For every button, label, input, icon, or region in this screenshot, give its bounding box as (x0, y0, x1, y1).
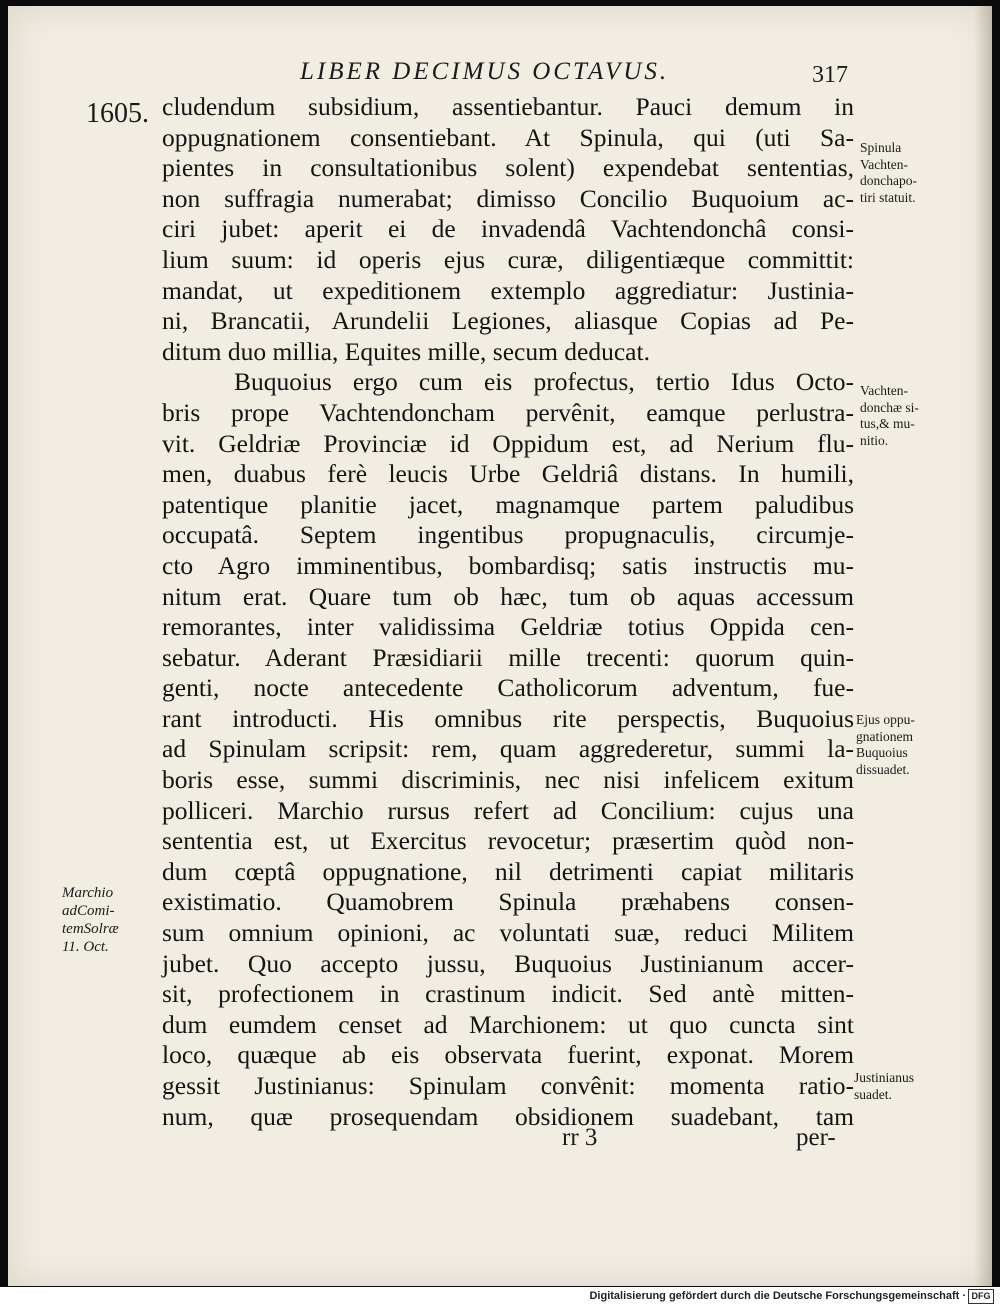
catchword: per- (796, 1124, 836, 1151)
text-line: bris prope Vachtendoncham pervênit, eamque perlustra- (162, 397, 854, 427)
text-line: jubet. Quo accepto jussu, Buquoius Justinianum accer- (162, 948, 854, 978)
text-line: cto Agro imminentibus, bombardisq; satis instructis mu- (162, 550, 854, 580)
year-marginal: 1605. (86, 98, 149, 129)
text-line: non suffragia numerabat; dimisso Concilio Buquoium ac- (162, 183, 854, 213)
text-line: sebatur. Aderant Præsidiarii mille trecenti: quorum quin- (162, 642, 854, 672)
margin-note-line: suadet. (854, 1086, 892, 1102)
text-line: nitum erat. Quare tum ob hæc, tum ob aquas accessum (162, 581, 854, 611)
margin-note-left (62, 884, 119, 956)
text-line: remorantes, inter validissima Geldriæ totius Oppida cen- (162, 612, 854, 642)
margin-note-right (860, 140, 917, 206)
margin-note-line: nitio. (860, 432, 889, 448)
text-line: oppugnationem consentiebant. At Spinula, qui (uti Sa- (162, 122, 854, 152)
margin-note-line: gnationem (856, 728, 913, 744)
margin-note-line: Justinianus (854, 1070, 915, 1085)
text-line: patentique planitie jacet, magnamque partem paludibus (162, 489, 854, 519)
text-line: dum eumdem censet ad Marchionem: ut quo cuncta sint (162, 1009, 854, 1039)
text-line: ad Spinulam scripsit: rem, quam aggrederetur, summi la- (162, 734, 854, 764)
text-line: dum cœptâ oppugnatione, nil detrimenti capiat militaris (162, 856, 854, 886)
text-line: vit. Geldriæ Provinciæ id Oppidum est, ad Nerium flu- (162, 428, 854, 458)
margin-note-line: Marchio (62, 885, 114, 901)
margin-note-line: temSolræ (62, 921, 119, 937)
text-line: ditum duo millia, Equites mille, secum deducat. (162, 336, 650, 366)
text-line: loco, quæque ab eis observata fuerint, exponat. Morem (162, 1040, 854, 1070)
page-number: 317 (812, 62, 848, 88)
margin-note-line: Ejus oppu- (856, 712, 915, 727)
margin-note-line: donchapo- (860, 173, 917, 188)
text-line: gessit Justinianus: Spinulam convênit: momenta ratio- (162, 1071, 854, 1100)
margin-note-line: Vachten- (860, 156, 908, 172)
body-text (162, 92, 854, 1132)
margin-note-right (856, 712, 915, 778)
text-line: men, duabus ferè leucis Urbe Geldriâ distans. In humili, (162, 459, 854, 489)
text-line: sum omnium opinioni, ac voluntati suæ, reduci Militem (162, 918, 854, 948)
margin-note-line: adComi- (62, 903, 115, 919)
margin-note-right (860, 383, 919, 449)
margin-note-line: Buquoius (856, 745, 908, 760)
text-line: rant introducti. His omnibus rite perspectis, Buquoius (162, 703, 854, 733)
text-line: polliceri. Marchio rursus refert ad Concilium: cujus una (162, 795, 854, 825)
text-line: cludendum subsidium, assentiebantur. Pauci demum in (162, 92, 854, 121)
text-line: sententia est, ut Exercitus revocetur; præsertim quòd non- (162, 826, 854, 856)
margin-note-line: dissuadet. (856, 761, 910, 777)
margin-note-right (854, 1070, 914, 1103)
text-line: pientes in consultationibus solent) expendebat sententias, (162, 153, 854, 183)
text-line: genti, nocte antecedente Catholicorum adventum, fue- (162, 673, 854, 703)
text-line: sit, profectionem in crastinum indicit. Sed antè mitten- (162, 979, 854, 1009)
text-line: lium suum: id operis ejus curæ, diligentiæque committit: (162, 244, 854, 274)
text-line: ciri jubet: aperit ei de invadendâ Vachtendonchâ consi- (162, 214, 854, 244)
text-line: mandat, ut expeditionem extemplo aggrediatur: Justinia- (162, 275, 854, 305)
text-line: occupatâ. Septem ingentibus propugnaculis, circumje- (162, 520, 854, 550)
margin-note-line: Spinula (860, 140, 902, 155)
dfg-logo: DFG (968, 1289, 994, 1304)
margin-note-line: 11. Oct. (62, 939, 109, 955)
margin-note-line: donchæ si- (860, 399, 919, 415)
footer-credit: Digitalisierung gefördert durch die Deutsche Forschungsgemeinschaft · (589, 1290, 966, 1302)
text-line: ni, Brancatii, Arundelii Legiones, aliasque Copias ad Pe- (162, 306, 854, 336)
margin-note-line: tus,& mu- (860, 416, 915, 431)
margin-note-line: Vachten- (860, 383, 908, 398)
text-line: boris esse, summi discriminis, nec nisi infelicem exitum (162, 765, 854, 795)
running-head: LIBER DECIMUS OCTAVUS. (300, 58, 670, 85)
signature-mark: rr 3 (562, 1124, 598, 1151)
margin-note-line: tiri statuit. (860, 189, 916, 205)
text-line: num, quæ prosequendam obsidionem suadebant, tam (162, 1101, 854, 1131)
text-line: Buquoius ergo cum eis profectus, tertio Idus Octo- (234, 367, 854, 397)
text-line: existimatio. Quamobrem Spinula præhabens consen- (162, 887, 854, 917)
